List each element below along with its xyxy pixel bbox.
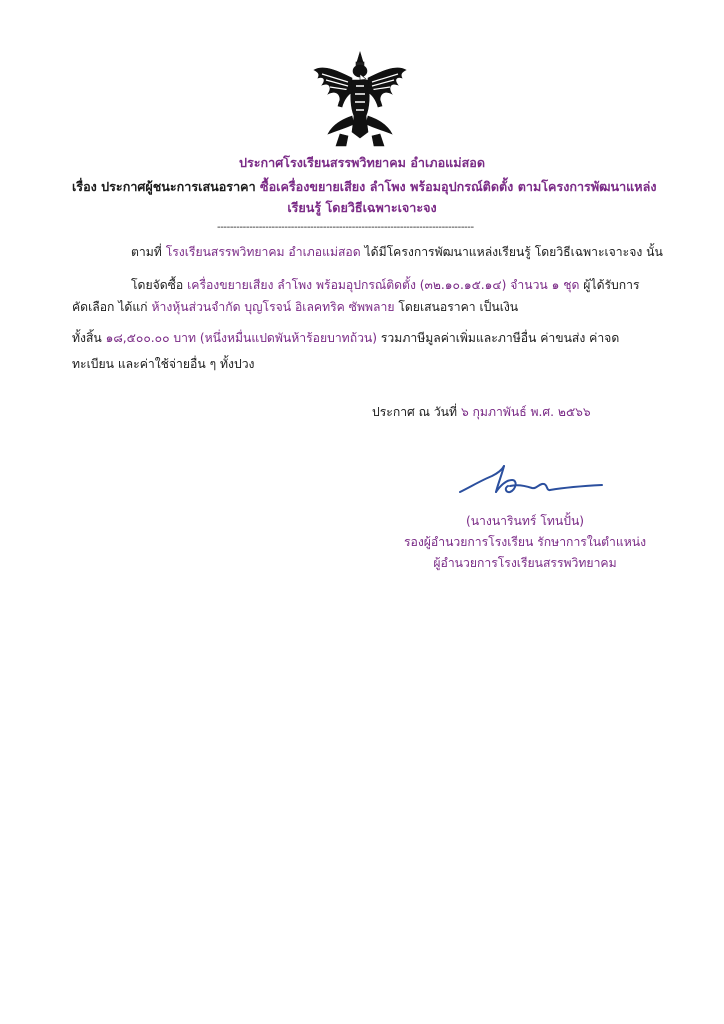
signer-name: (นางนารินทร์ โทนปั้น) (465, 514, 585, 528)
body-paragraph-4 (72, 329, 619, 347)
para2-suffix: ผู้ได้รับการ (579, 278, 640, 292)
garuda-emblem-icon (310, 50, 410, 148)
body-paragraph-5: ทะเบียน และค่าใช้จ่ายอื่น ๆ ทั้งปวง (72, 357, 255, 371)
para3-suffix: โดยเสนอราคา เป็นเงิน (394, 300, 519, 314)
body-paragraph-3 (72, 298, 518, 316)
school-name: โรงเรียนสรรพวิทยาคม อำเภอแม่สอด (165, 245, 361, 259)
date-value: ๖ กุมภาพันธ์ พ.ศ. ๒๕๖๖ (460, 405, 591, 419)
para1-suffix: ได้มีโครงการพัฒนาแหล่งเรียนรู้ โดยวิธีเฉพาะเจาะจง นั้น (360, 245, 663, 259)
date-label: ประกาศ ณ วันที่ (372, 405, 461, 419)
divider-line: -------------------------------------------------------------------------------- (217, 222, 474, 233)
body-paragraph-2 (131, 276, 640, 294)
signature-mark (452, 458, 610, 506)
para4-suffix: รวมภาษีมูลค่าเพิ่มและภาษีอื่น ค่าขนส่ง ค่าจด (377, 331, 620, 345)
purchase-item: เครื่องขยายเสียง ลำโพง พร้อมอุปกรณ์ติดตั้ง (๓๒.๑๐.๑๕.๑๔) จำนวน ๑ ชุด (187, 278, 580, 292)
subject-highlight: ซื้อเครื่องขยายเสียง ลำโพง พร้อมอุปกรณ์ติดตั้ง ตามโครงการพัฒนาแหล่ง (260, 179, 657, 194)
signer-position-acting: ผู้อำนวยการโรงเรียนสรรพวิทยาคม (433, 556, 617, 570)
subject-prefix: เรื่อง ประกาศผู้ชนะการเสนอราคา (72, 179, 261, 194)
bid-amount: ๑๘,๕๐๐.๐๐ บาท (หนึ่งหมื่นแปดพันห้าร้อยบาทถ้วน) (105, 331, 378, 345)
para1-prefix: ตามที่ (131, 245, 166, 259)
announcement-date (372, 403, 591, 421)
winning-vendor: ห้างหุ้นส่วนจำกัด บุญโรจน์ อิเลคทริค ซัพพลาย (151, 300, 395, 314)
para3-prefix: คัดเลือก ได้แก่ (72, 300, 152, 314)
subject-line-continued: เรียนรู้ โดยวิธีเฉพาะเจาะจง (287, 200, 437, 215)
announcement-title: ประกาศโรงเรียนสรรพวิทยาคม อำเภอแม่สอด (238, 155, 486, 170)
para4-prefix: ทั้งสิ้น (72, 331, 106, 345)
subject-line (72, 178, 656, 196)
para2-prefix: โดยจัดซื้อ (131, 278, 188, 292)
body-paragraph-1 (131, 243, 663, 261)
signer-position: รองผู้อำนวยการโรงเรียน รักษาการในตำแหน่ง (403, 535, 647, 549)
